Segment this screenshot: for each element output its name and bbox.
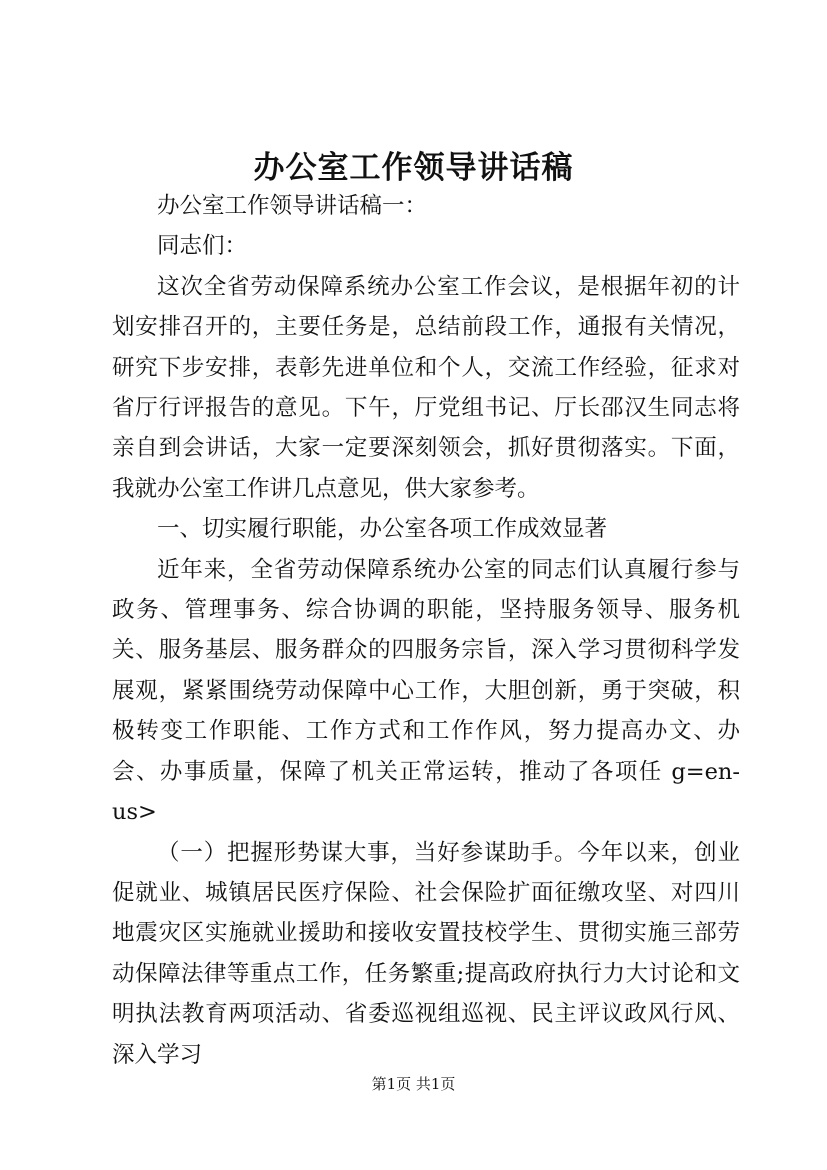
paragraph-heading: 办公室工作领导讲话稿一： [157, 193, 428, 219]
section-heading: 一、切实履行职能，办公室各项工作成效显著 [157, 516, 608, 543]
document-title: 办公室工作领导讲话稿 [253, 150, 574, 186]
document-body [112, 186, 740, 1075]
paragraph-salutation: 同志们： [157, 233, 248, 260]
paragraph-subsection-1: （一）把握形势谋大事，当好参谋助手。今年以来，创业促就业、城镇居民医疗保险、社会保险扩面征缴攻坚、对四川地震灾区实施就业援助和接收安置技校学生、贯彻实施三部劳动保障法律等重点工作，任务繁重;提高政府执行力大讨论和文明执法教育两项活动、省委巡视组巡视、民主评议政风行风、深入学习 [112, 839, 740, 1068]
paragraph-intro: 这次全省劳动保障系统办公室工作会议，是根据年初的计划安排召开的，主要任务是，总结前段工作，通报有关情况，研究下步安排，表彰先进单位和个人，交流工作经验，征求对省厅行评报告的意见。下午，厅党组书记、厅长邵汉生同志将亲自到会讲话，大家一定要深刻领会，抓好贯彻落实。下面，我就办公室工作讲几点意见，供大家参考。 [112, 273, 740, 502]
paragraph-achievements: 近年来，全省劳动保障系统办公室的同志们认真履行参与政务、管理事务、综合协调的职能，坚持服务领导、服务机关、服务基层、服务群众的四服务宗旨，深入学习贯彻科学发展观，紧紧围绕劳动保障中心工作，大胆创新，勇于突破，积极转变工作职能、工作方式和工作作风，努力提高办文、办会、办事质量，保障了机关正常运转，推动了各项任 g=en-us> [112, 556, 740, 826]
page-footer: 第1页 共1页 [371, 1075, 456, 1093]
